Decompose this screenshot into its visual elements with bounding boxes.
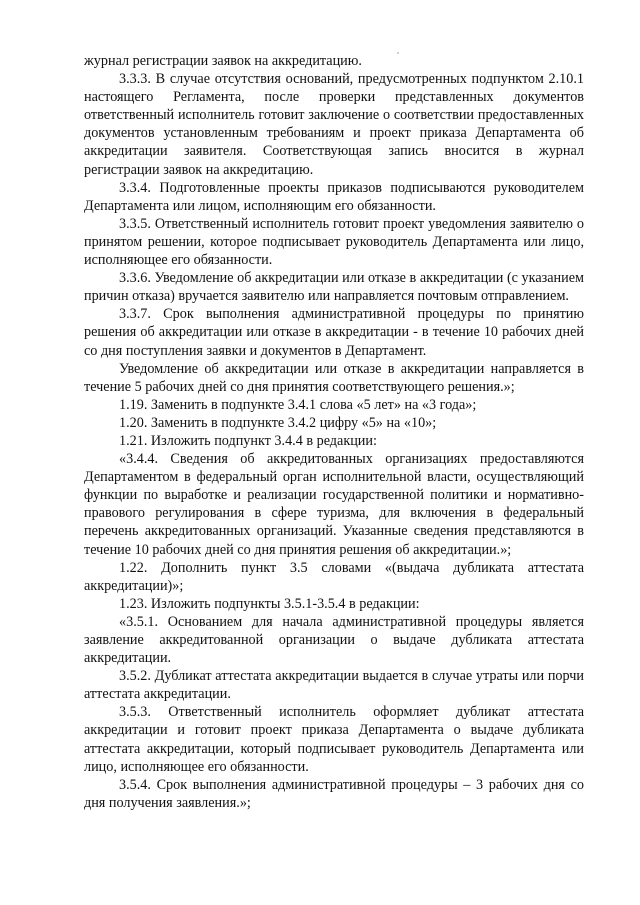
paragraph-3-5-2: 3.5.2. Дубликат аттестата аккредитации выдается в случае утраты или порчи аттестата аккредитации. [84,668,584,703]
paragraph-3-3-3: 3.3.3. В случае отсутствия оснований, предусмотренных подпунктом 2.10.1 настоящего Регламента, после проверки представленных документов ответственный исполнитель готовит заключение о соответствии предоставленных документов установленным требованиям и проект приказа Департамента об аккредитации заявителя. Соответствующая запись вносится в журнал регистрации заявок на аккредитацию. [84,71,584,178]
paragraph-journal-continuation: журнал регистрации заявок на аккредитацию. [84,53,362,69]
paragraph-3-5-1: «3.5.1. Основанием для начала административной процедуры является заявление аккредитованной организации о выдаче дубликата аттестата аккредитации. [84,613,584,667]
paragraph-1-20: 1.20. Заменить в подпункте 3.4.2 цифру «5» на «10»; [119,414,437,431]
document-page [84,52,584,812]
paragraph-3-3-4: 3.3.4. Подготовленные проекты приказов подписываются руководителем Департамента или лицом, исполняющим его обязанности. [84,179,584,214]
paragraph-3-3-6: 3.3.6. Уведомление об аккредитации или отказе в аккредитации (с указанием причин отказа) вручается заявителю или направляется почтовым отправлением. [84,270,584,305]
paragraph-1-23: 1.23. Изложить подпункты 3.5.1-3.5.4 в редакции: [119,595,420,612]
paragraph-1-19: 1.19. Заменить в подпункте 3.4.1 слова «5 лет» на «3 года»; [119,396,477,413]
paragraph-1-22: 1.22. Дополнить пункт 3.5 словами «(выдача дубликата аттестата аккредитации)»; [84,559,584,594]
paragraph-notification-term: Уведомление об аккредитации или отказе в аккредитации направляется в течение 5 рабочих дней со дня принятия соответствующего решения.»; [84,360,584,395]
paragraph-3-4-4: «3.4.4. Сведения об аккредитованных организациях предоставляются Департаментом в федеральный орган исполнительной власти, осуществляющий функции по выработке и реализации государственной политики и нормативно-правового регулирования в сфере туризма, для включения в федеральный перечень аккредитованных организаций. Указанные сведения представляются в течение 10 рабочих дней со дня принятия решения об аккредитации.»; [84,451,584,558]
paragraph-3-5-3: 3.5.3. Ответственный исполнитель оформляет дубликат аттестата аккредитации и готовит проект приказа Департамента о выдаче дубликата аттестата аккредитации, который подписывает руководитель Департамента или лицо, исполняющее его обязанности. [84,704,584,775]
paragraph-3-3-7: 3.3.7. Срок выполнения административной процедуры по принятию решения об аккредитации или отказе в аккредитации - в течение 10 рабочих дней со дня поступления заявки и документов в Департамент. [84,306,584,359]
paragraph-3-5-4: 3.5.4. Срок выполнения административной процедуры – 3 рабочих дня со дня получения заявления.»; [84,776,584,811]
paragraph-3-3-5: 3.3.5. Ответственный исполнитель готовит проект уведомления заявителю о принятом решении, которое подписывает руководитель Департамента или лицо, исполняющее его обязанности. [84,215,584,269]
paragraph-1-21: 1.21. Изложить подпункт 3.4.4 в редакции: [119,432,377,449]
